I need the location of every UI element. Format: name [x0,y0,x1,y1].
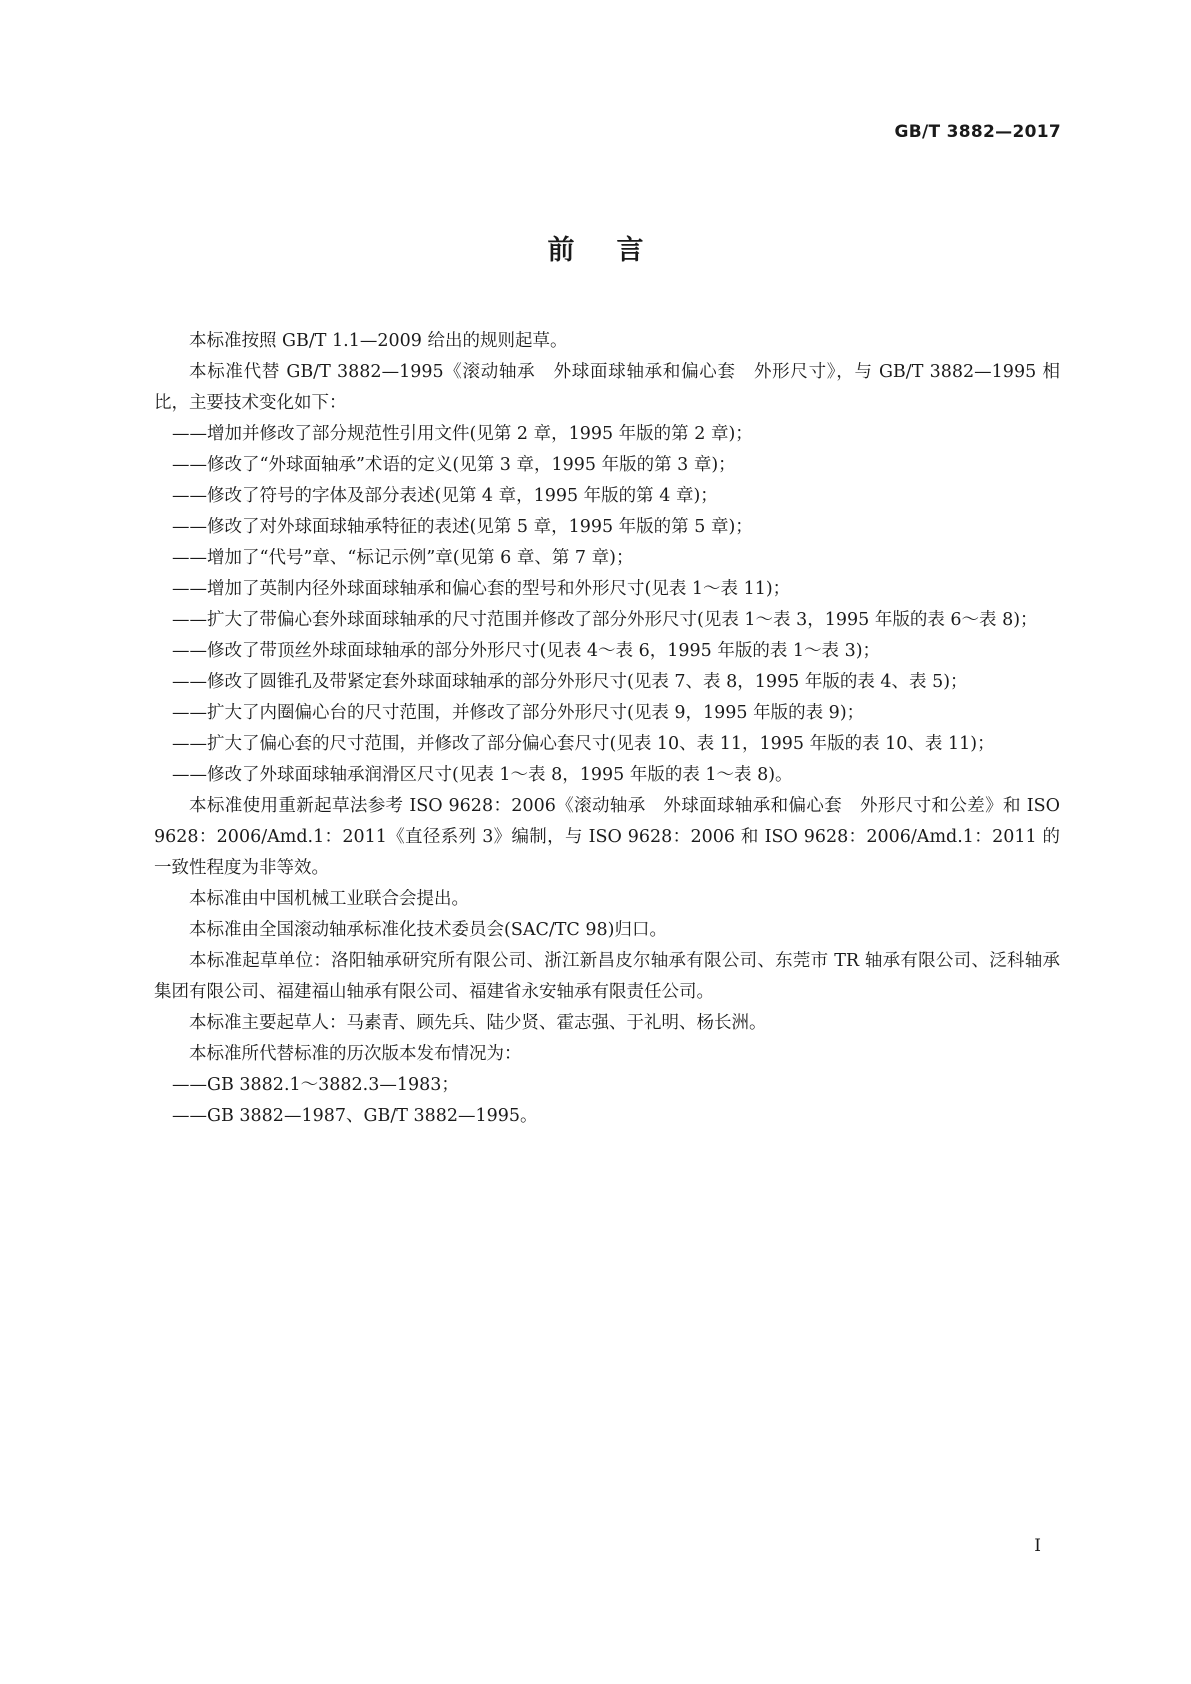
change-item: ——扩大了偏心套的尺寸范围，并修改了部分偏心套尺寸(见表 10、表 11，1995 年版的表 10、表 11)； [172,734,995,754]
change-item: ——增加了英制内径外球面球轴承和偏心套的型号和外形尺寸(见表 1～表 11)； [172,579,791,599]
paragraph: 本标准代替 GB/T 3882—1995《滚动轴承 外球面球轴承和偏心套 外形尺寸》，与 GB/T 3882—1995 相比，主要技术变化如下： [154,362,1060,413]
foreword-body [154,326,1060,1132]
change-item: ——扩大了带偏心套外球面球轴承的尺寸范围并修改了部分外形尺寸(见表 1～表 3，1995 年版的表 6～表 8)； [172,610,1038,630]
paragraph: 本标准由全国滚动轴承标准化技术委员会(SAC/TC 98)归口。 [189,920,667,940]
page-title: 前言 [547,235,686,266]
change-item: ——增加了“代号”章、“标记示例”章(见第 6 章、第 7 章)； [172,548,634,568]
standard-number: GB/T 3882—2017 [894,122,1061,142]
paragraph: 本标准按照 GB/T 1.1—2009 给出的规则起草。 [189,331,568,351]
page-number: I [1034,1536,1041,1556]
change-item: ——扩大了内圈偏心台的尺寸范围，并修改了部分外形尺寸(见表 9，1995 年版的表 9)； [172,703,865,723]
history-item: ——GB 3882—1987、GB/T 3882—1995。 [172,1106,538,1126]
change-item: ——修改了外球面球轴承润滑区尺寸(见表 1～表 8，1995 年版的表 1～表 8)。 [172,765,793,785]
change-item: ——修改了对外球面球轴承特征的表述(见第 5 章，1995 年版的第 5 章)； [172,517,753,537]
paragraph: 本标准使用重新起草法参考 ISO 9628：2006《滚动轴承 外球面球轴承和偏心套 外形尺寸和公差》和 ISO 9628：2006/Amd.1：2011《直径系列 3》编制，与 ISO 9628：2006 和 ISO 9628：2006/Amd.1：2011 的一致性程度为非等效。 [154,796,1060,878]
change-item: ——修改了“外球面轴承”术语的定义(见第 3 章，1995 年版的第 3 章)； [172,455,736,475]
change-item: ——修改了圆锥孔及带紧定套外球面球轴承的部分外形尺寸(见表 7、表 8，1995 年版的表 4、表 5)； [172,672,968,692]
change-item: ——修改了带顶丝外球面球轴承的部分外形尺寸(见表 4～表 6，1995 年版的表 1～表 3)； [172,641,881,661]
paragraph: 本标准主要起草人：马素青、顾先兵、陆少贤、霍志强、于礼明、杨长洲。 [189,1013,767,1033]
change-item: ——修改了符号的字体及部分表述(见第 4 章，1995 年版的第 4 章)； [172,486,718,506]
paragraph: 本标准所代替标准的历次版本发布情况为： [189,1044,522,1064]
history-item: ——GB 3882.1～3882.3—1983； [172,1075,459,1095]
paragraph: 本标准起草单位：洛阳轴承研究所有限公司、浙江新昌皮尔轴承有限公司、东莞市 TR 轴承有限公司、泛科轴承集团有限公司、福建福山轴承有限公司、福建省永安轴承有限责任公司。 [154,951,1060,1002]
paragraph: 本标准由中国机械工业联合会提出。 [189,889,469,909]
change-item: ——增加并修改了部分规范性引用文件(见第 2 章，1995 年版的第 2 章)； [172,424,753,444]
